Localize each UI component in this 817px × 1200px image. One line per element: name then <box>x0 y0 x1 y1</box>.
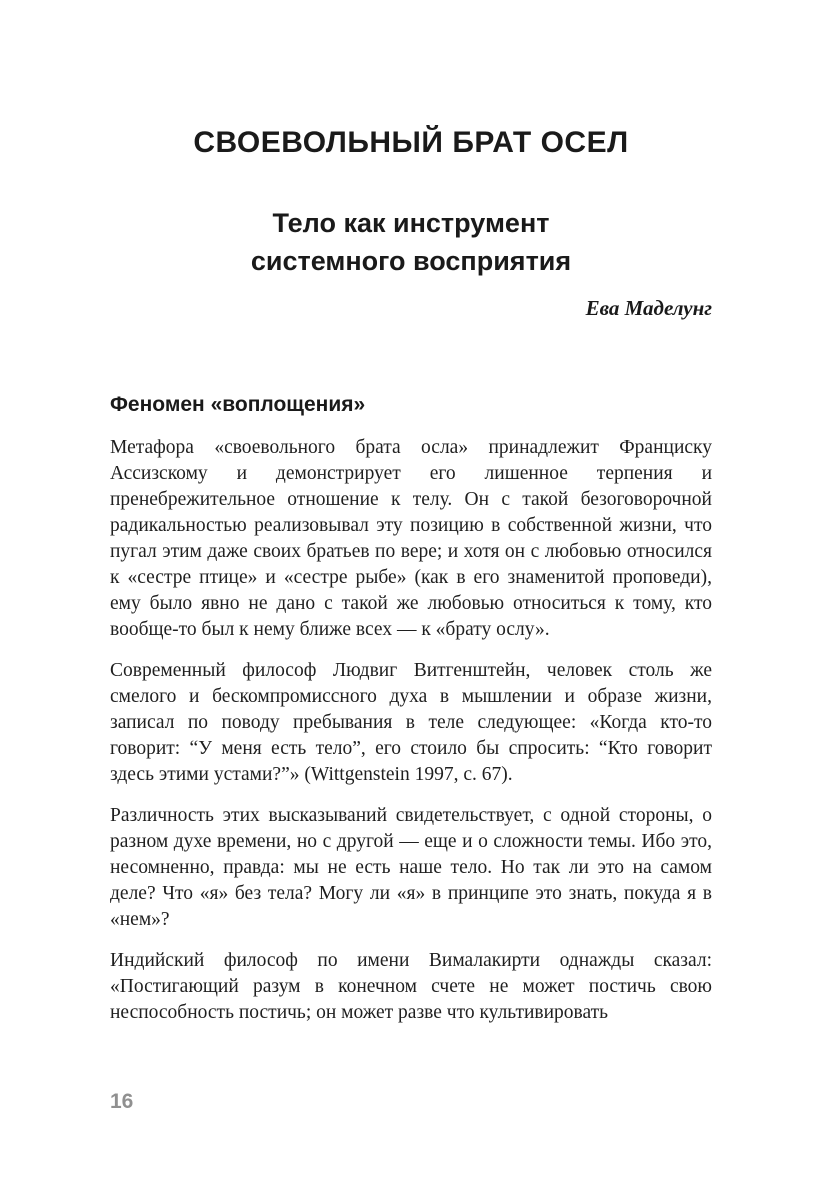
paragraph-1: Метафора «своевольного брата осла» принадлежит Франциску Ассизскому и демонстрирует его лишенное терпения и пренебрежительное отношение к телу. Он с такой безоговорочной радикальностью реализовывал эту позицию в собственной жизни, что пугал этим даже своих братьев по вере; и хотя он с любовью относился к «сестре птице» и «сестре рыбе» (как в его знаменитой проповеди), ему было явно не дано с такой же любовью относиться к тому, кто вообще-то был к нему ближе всех — к «брату ослу». <box>110 437 712 640</box>
page-number: 16 <box>110 1090 134 1113</box>
section-heading: Феномен «воплощения» <box>110 393 366 416</box>
paragraph-3: Различность этих высказываний свидетельствует, с одной стороны, о разном духе времени, но с другой — еще и о сложности темы. Ибо это, несомненно, правда: мы не есть наше тело. Но так ли это на самом деле? Что «я» без тела? Могу ли «я» в принципе это знать, покуда я в «нем»? <box>110 805 712 930</box>
chapter-subtitle-line-1: Тело как инструмент <box>272 208 550 238</box>
chapter-subtitle-line-2: системного восприятия <box>250 246 572 276</box>
paragraph-2: Современный философ Людвиг Витгенштейн, человек столь же смелого и бескомпромиссного духа в мышлении и образе жизни, записал по поводу пребывания в теле следующее: «Когда кто-то говорит: “У меня есть тело”, его стоило бы спросить: “Кто говорит здесь этими устами?”» (Wittgenstein 1997, с. 67). <box>110 660 712 785</box>
chapter-title: СВОЕВОЛЬНЫЙ БРАТ ОСЕЛ <box>193 126 629 159</box>
paragraph-4: Индийский философ по имени Вималакирти однажды сказал: «Постигающий разум в конечном счете не может постичь свою неспособность постичь; он может разве что культивировать <box>110 950 712 1023</box>
chapter-subtitle <box>110 204 712 280</box>
author-name: Ева Маделунг <box>585 296 712 320</box>
